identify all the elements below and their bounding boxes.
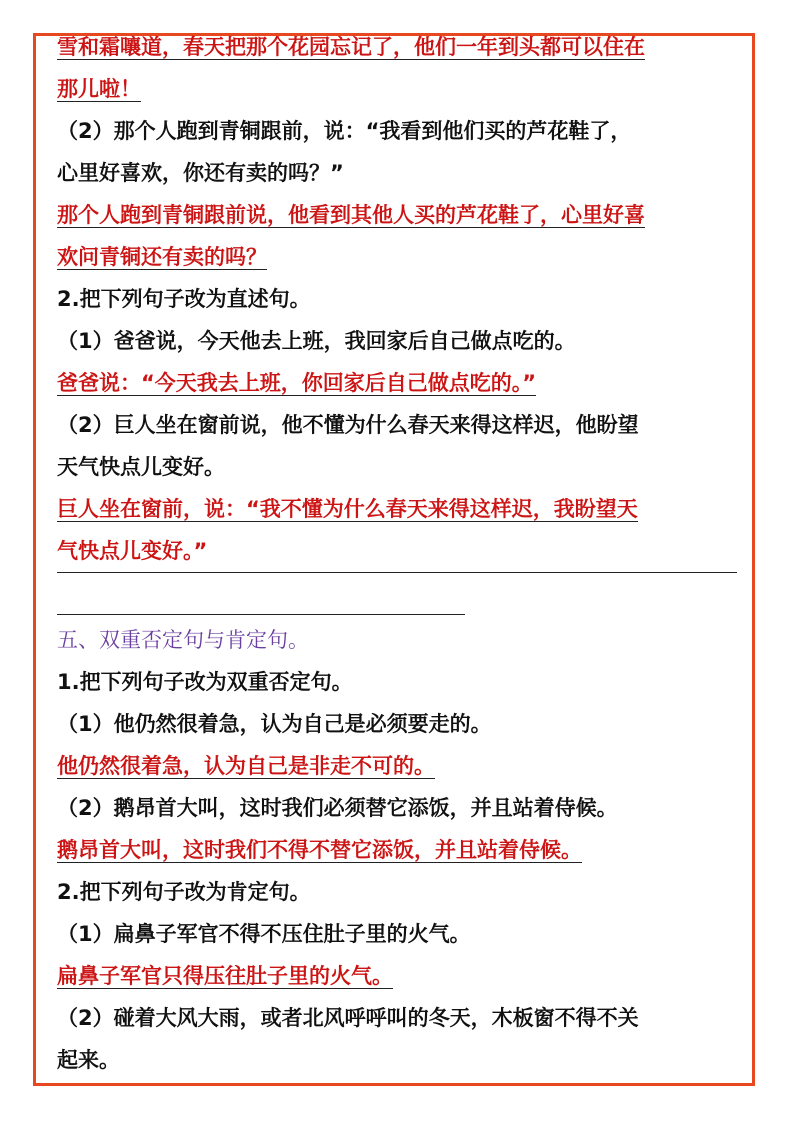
answer-line: 扁鼻子军官只得压往肚子里的火气。 [57, 964, 393, 988]
exercise-heading: 1.把下列句子改为双重否定句。 [57, 670, 353, 694]
question-line: （1）扁鼻子军官不得不压住肚子里的火气。 [57, 922, 471, 946]
answer-line: 那儿啦！ [57, 77, 141, 101]
answer-line: 爸爸说：“今天我去上班，你回家后自己做点吃的。” [57, 371, 537, 395]
answer-line: 欢问青铜还有卖的吗？ [57, 245, 267, 269]
question-line: （1）爸爸说，今天他去上班，我回家后自己做点吃的。 [57, 329, 576, 353]
question-line: （1）他仍然很着急，认为自己是必须要走的。 [57, 712, 492, 736]
blank-answer-line [57, 573, 465, 615]
answer-line: 雪和霜嚷道，春天把那个花园忘记了，他们一年到头都可以住在 [57, 35, 645, 59]
answer-line: 他仍然很着急，认为自己是非走不可的。 [57, 754, 435, 778]
section-heading: 五、双重否定句与肯定句。 [57, 628, 309, 652]
question-line: （2）巨人坐在窗前说，他不懂为什么春天来得这样迟，他盼望 [57, 413, 639, 437]
question-line: 天气快点儿变好。 [57, 455, 225, 479]
worksheet-content [57, 26, 737, 1081]
question-line: 心里好喜欢，你还有卖的吗？” [57, 161, 344, 185]
question-line: （2）碰着大风大雨，或者北风呼呼叫的冬天，木板窗不得不关 [57, 1006, 639, 1030]
question-line: 起来。 [57, 1048, 120, 1072]
answer-line: 巨人坐在窗前，说：“我不懂为什么春天来得这样迟，我盼望天 [57, 497, 638, 521]
answer-line: 气快点儿变好。” [57, 530, 737, 573]
exercise-heading: 2.把下列句子改为直述句。 [57, 287, 311, 311]
question-line: （2）鹅昂首大叫，这时我们必须替它添饭，并且站着侍候。 [57, 796, 618, 820]
question-line: （2）那个人跑到青铜跟前，说：“我看到他们买的芦花鞋了， [57, 119, 632, 143]
exercise-heading: 2.把下列句子改为肯定句。 [57, 880, 311, 904]
answer-line: 鹅昂首大叫，这时我们不得不替它添饭，并且站着侍候。 [57, 838, 582, 862]
answer-line: 那个人跑到青铜跟前说，他看到其他人买的芦花鞋了，心里好喜 [57, 203, 645, 227]
